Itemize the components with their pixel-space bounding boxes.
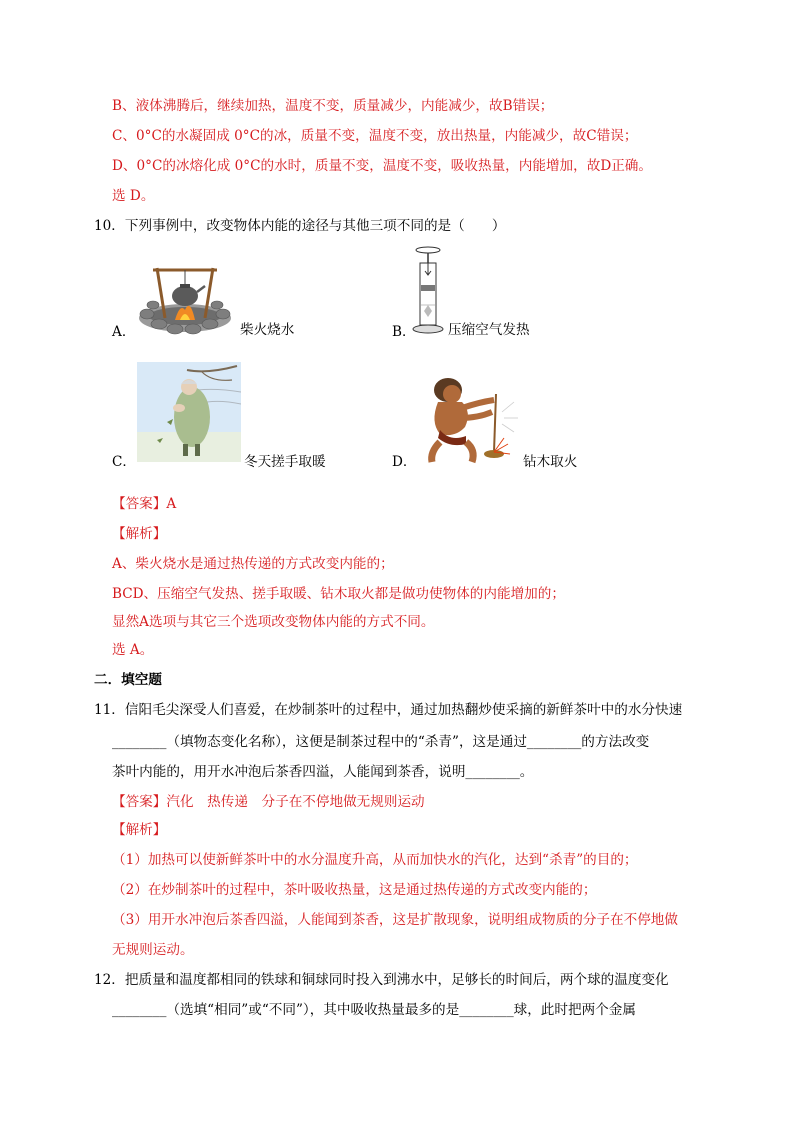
q11-analysis-line: （1）加热可以使新鲜茶叶中的水分温度升高，从而加快水的汽化，达到“杀青”的目的；: [112, 852, 638, 868]
rubbing-hands-winter-icon: [137, 362, 241, 462]
q10-analysis-line: BCD、压缩空气发热、搓手取暖、钻木取火都是做功使物体的内能增加的；: [112, 586, 565, 602]
q11-stem-line: 11．信阳毛尖深受人们喜爱，在炒制茶叶的过程中，通过加热翻炒使采摘的新鲜茶叶中的水分快速: [94, 702, 683, 718]
option-d-letter: D．: [392, 454, 417, 470]
option-d-caption: 钻木取火: [523, 454, 578, 470]
q9-analysis-line-c: C、0°C的水凝固成 0°C的冰，质量不变，温度不变，放出热量，内能减少，故C错误；: [112, 128, 638, 144]
campfire-kettle-icon: [135, 258, 235, 336]
option-c-caption: 冬天搓手取暖: [244, 454, 326, 470]
q10-conclusion: 选 A。: [112, 642, 154, 658]
q10-answer: 【答案】A: [112, 496, 177, 512]
q9-analysis-line-d: D、0°C的冰熔化成 0°C的水时，质量不变，温度不变，吸收热量，内能增加，故D正确。: [112, 158, 652, 174]
option-b-letter: B．: [392, 324, 416, 340]
option-a-letter: A．: [112, 324, 136, 340]
option-b-caption: 压缩空气发热: [448, 322, 530, 338]
q9-analysis-line-b: B、液体沸腾后，继续加热，温度不变，质量减少，内能减少，故B错误；: [112, 98, 554, 114]
q11-analysis-line: （2）在炒制茶叶的过程中，茶叶吸收热量，这是通过热传递的方式改变内能的；: [112, 882, 597, 898]
option-a-image: [135, 258, 235, 336]
option-c-letter: C．: [112, 454, 136, 470]
section-title: 二．填空题: [94, 672, 162, 688]
q9-conclusion: 选 D。: [112, 188, 155, 204]
q12-stem-line: ________（选填“相同”或“不同”），其中吸收热量最多的是________球，此时把两个金属: [112, 1002, 636, 1018]
option-c-image: [137, 362, 241, 462]
q11-analysis-heading: 【解析】: [112, 822, 167, 838]
q11-analysis-line: （3）用开水冲泡后茶香四溢，人能闻到茶香，这是扩散现象，说明组成物质的分子在不停地做: [112, 912, 678, 928]
q10-stem: 10．下列事例中，改变物体内能的途径与其他三项不同的是（ ）: [94, 218, 506, 234]
q10-analysis-line: 显然A选项与其它三个选项改变物体内能的方式不同。: [112, 614, 435, 630]
q10-analysis-line: A、柴火烧水是通过热传递的方式改变内能的；: [112, 556, 394, 572]
q11-answer: 【答案】汽化 热传递 分子在不停地做无规则运动: [112, 794, 425, 810]
drilling-wood-fire-icon: [410, 372, 522, 466]
q12-stem-line: 12．把质量和温度都相同的铁球和铜球同时投入到沸水中，足够长的时间后，两个球的温度变化: [94, 972, 669, 988]
q10-analysis-heading: 【解析】: [112, 526, 167, 542]
q11-analysis-line: 无规则运动。: [112, 942, 194, 958]
q11-stem-line: 茶叶内能的，用开水冲泡后茶香四溢，人能闻到茶香，说明________。: [112, 764, 534, 780]
option-a-caption: 柴火烧水: [240, 322, 295, 338]
option-d-image: [410, 372, 522, 466]
q11-stem-line: ________（填物态变化名称），这便是制茶过程中的“杀青”，这是通过________的方法改变: [112, 734, 650, 750]
